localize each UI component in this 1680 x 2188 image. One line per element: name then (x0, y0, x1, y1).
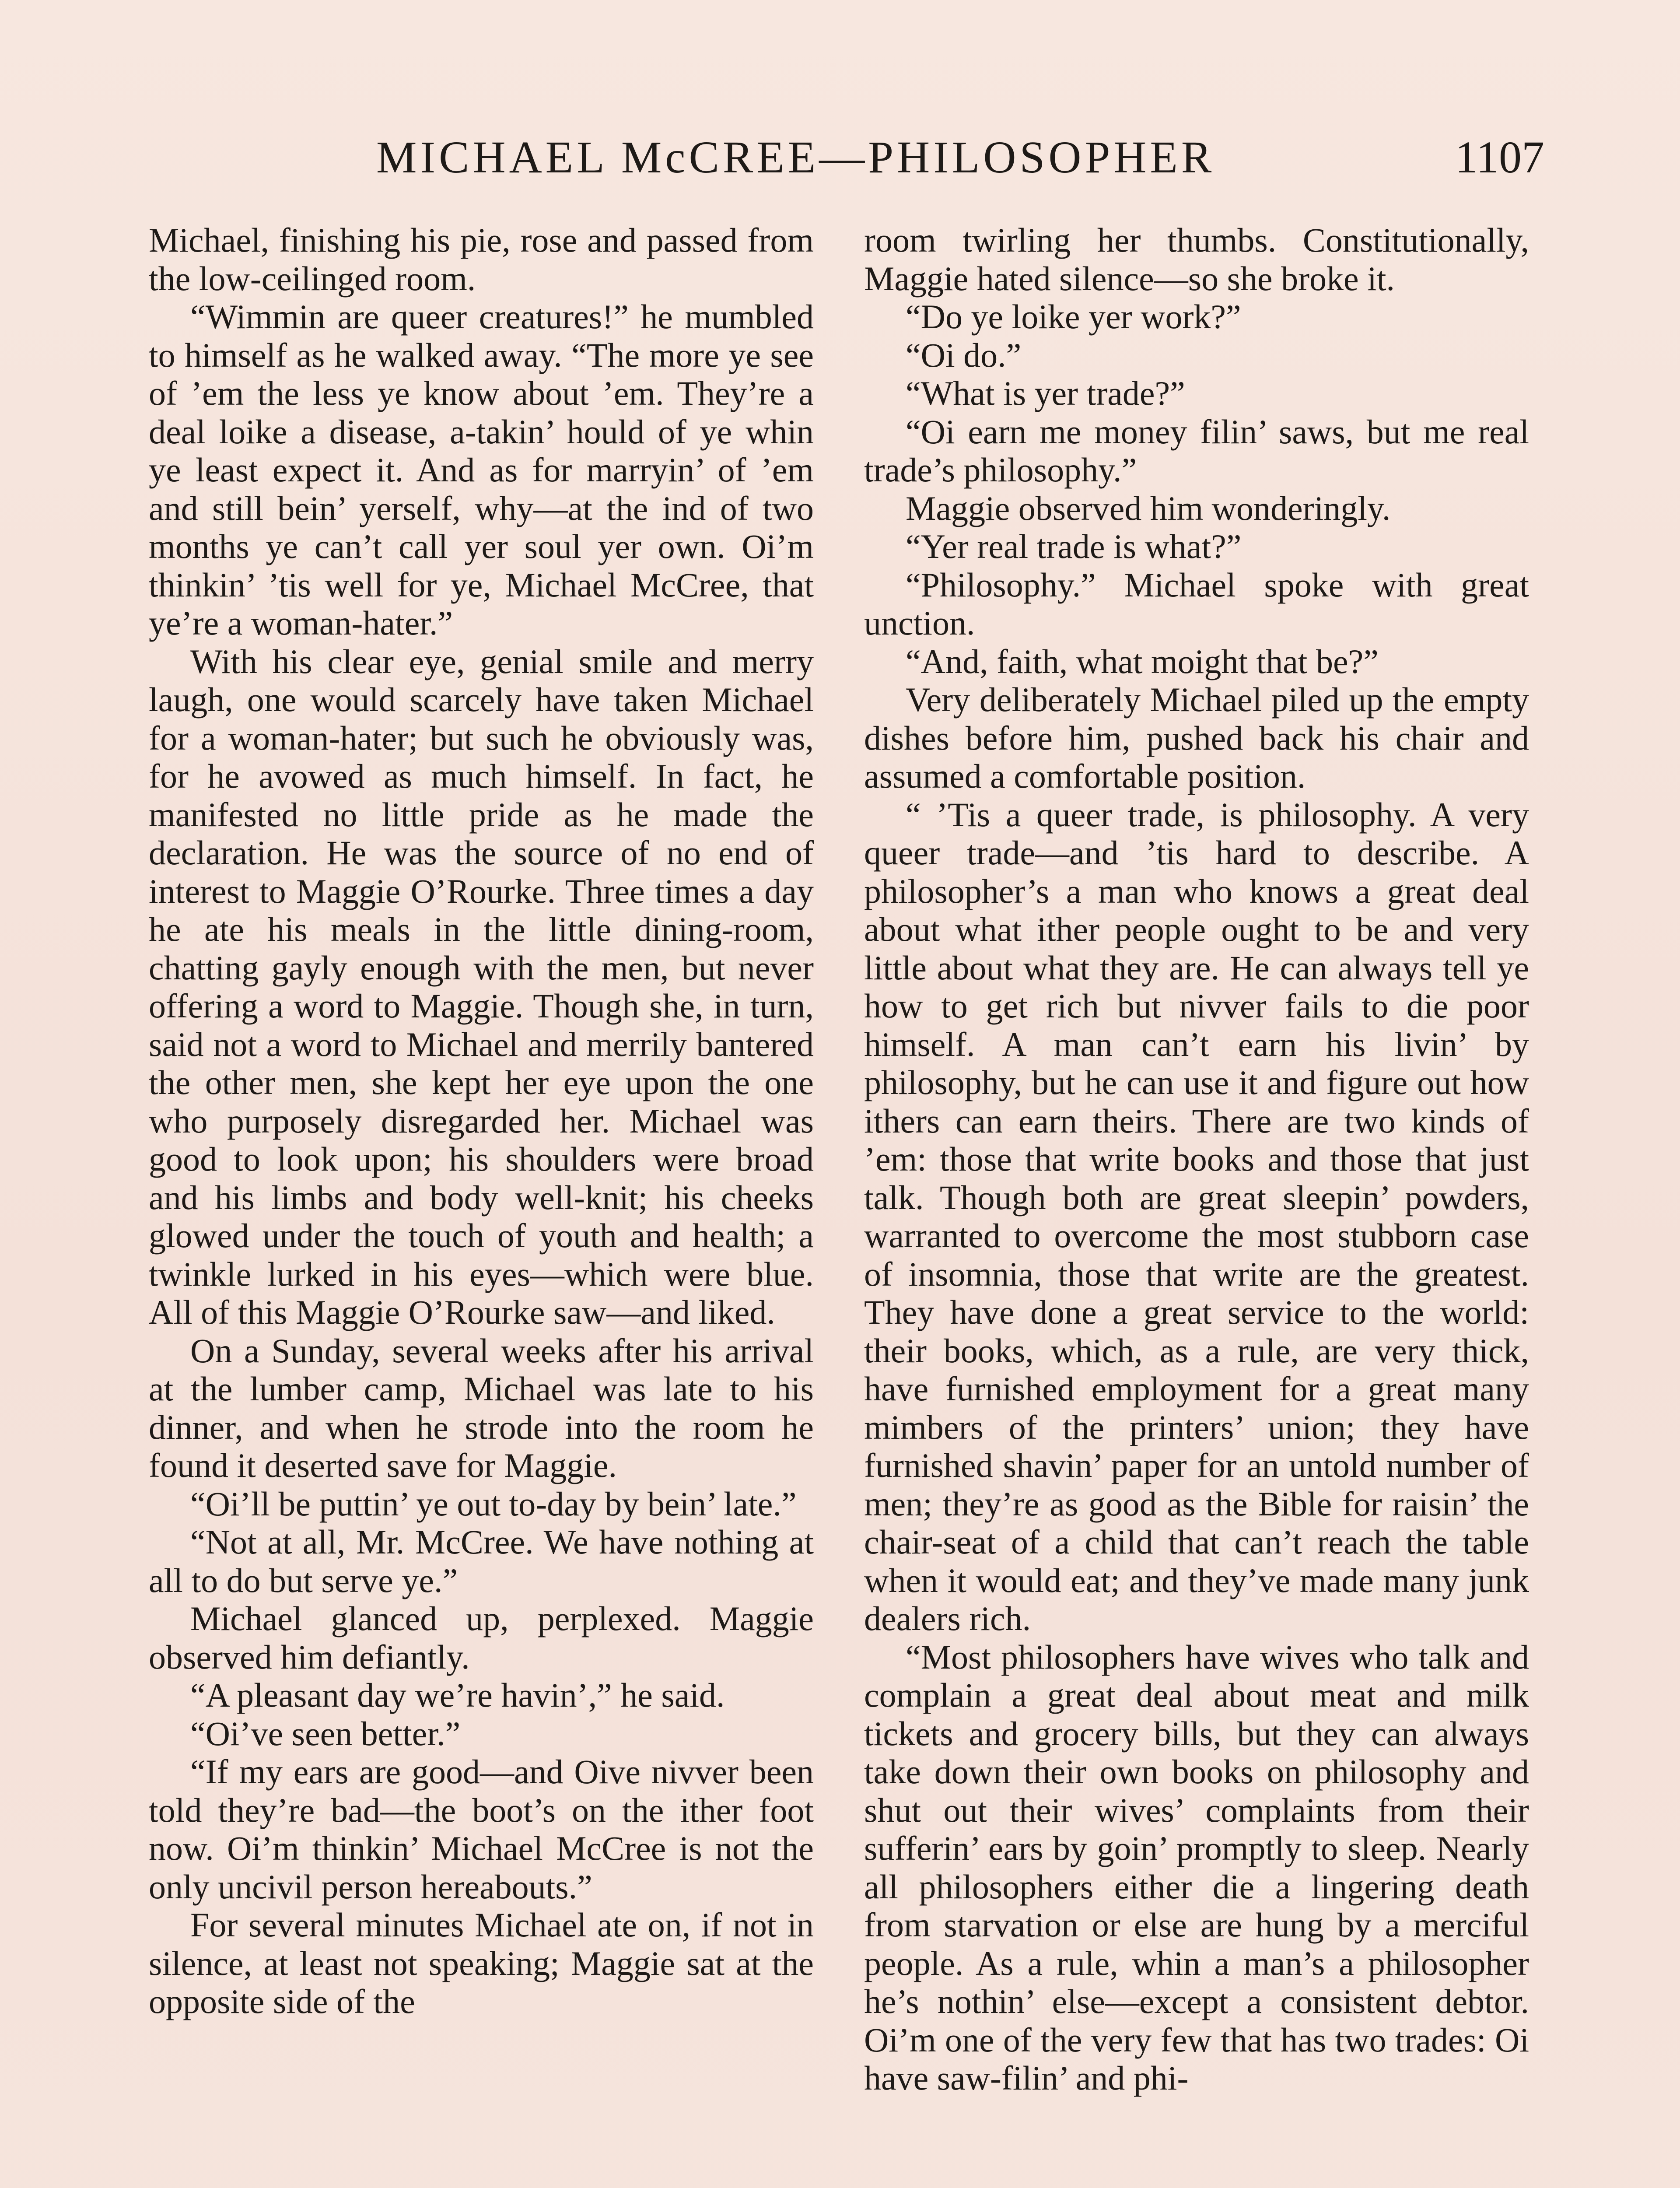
left-column (149, 221, 814, 2021)
paragraph: “If my ears are good—and Oive nivver been told they’re bad—the boot’s on the ither foot now. Oi’m thinkin’ Michael McCree is not the only uncivil person hereabouts.” (149, 1753, 814, 1906)
paragraph: “Yer real trade is what?” (906, 527, 1242, 565)
running-head (149, 127, 1544, 188)
paragraph: On a Sunday, several weeks after his arrival at the lumber camp, Michael was late to his dinner, and when he strode into the room he found it deserted save for Maggie. (149, 1331, 814, 1484)
paragraph: “What is yer trade?” (906, 374, 1185, 412)
paragraph: “Oi’ll be puttin’ ye out to-day by bein’ late.” (190, 1484, 797, 1523)
paragraph: “A pleasant day we’re havin’,” he said. (190, 1676, 725, 1714)
right-column (864, 221, 1529, 2097)
paragraph: “Oi do.” (906, 336, 1022, 374)
paragraph: With his clear eye, genial smile and merry laugh, one would scarcely have taken Michael for a woman-hater; but such he obviously was, for he avowed as much himself. In fact, he manifested no little pride as he made the declaration. He was the source of no end of interest to Maggie O’Rourke. Three times a day he ate his meals in the little dining-room, chatting gayly enough with the men, but never offering a word to Maggie. Though she, in turn, said not a word to Michael and merrily bantered the other men, she kept her eye upon the one who purposely disregarded her. Michael was good to look upon; his shoulders were broad and his limbs and body well-knit; his cheeks glowed under the touch of youth and health; a twinkle lurked in his eyes—which were blue. All of this Maggie O’Rourke saw—and liked. (149, 642, 814, 1331)
paragraph: room twirling her thumbs. Constitutionally, Maggie hated silence—so she broke it. (864, 221, 1529, 298)
paragraph: “Most philosophers have wives who talk and complain a great deal about meat and milk tickets and grocery bills, but they can always take down their own books on philosophy and shut out their wives’ complaints from their sufferin’ ears by goin’ promptly to sleep. Nearly all philosophers either die a lingering death from starvation or else are hung by a merciful people. As a rule, whin a man’s a philosopher he’s nothin’ else—except a consistent debtor. Oi’m one of the very few that has two trades: Oi have saw-filin’ and phi- (864, 1637, 1529, 2097)
paragraph: Very deliberately Michael piled up the empty dishes before him, pushed back his chair and assumed a comfortable position. (864, 680, 1529, 795)
paragraph: “And, faith, what moight that be?” (906, 642, 1379, 680)
paragraph: For several minutes Michael ate on, if not in silence, at least not speaking; Maggie sat at the opposite side of the (149, 1906, 814, 2020)
paragraph: “Do ye loike yer work?” (906, 298, 1241, 336)
paragraph: “Not at all, Mr. McCree. We have nothing at all to do but serve ye.” (149, 1523, 814, 1599)
paragraph: Michael, finishing his pie, rose and passed from the low-ceilinged room. (149, 221, 814, 298)
paragraph: “Oi earn me money filin’ saws, but me real trade’s philosophy.” (864, 412, 1529, 489)
running-title: MICHAEL McCREE—PHILOSOPHER (376, 132, 1215, 182)
page-number: 1107 (1455, 132, 1544, 182)
paragraph: “ ’Tis a queer trade, is philosophy. A very queer trade—and ’tis hard to describe. A philosopher’s a man who knows a great deal about what ither people ought to be and very little about what they are. He can always tell ye how to get rich but nivver fails to die poor himself. A man can’t earn his livin’ by philosophy, but he can use it and figure out how ithers can earn theirs. There are two kinds of ’em: those that write books and those that just talk. Though both are great sleepin’ powders, warranted to overcome the most stubborn case of insomnia, those that write are the greatest. They have done a great service to the world: their books, which, as a rule, are very thick, have furnished employment for a great many mimbers of the printers’ union; they have furnished shavin’ paper for an untold number of men; they’re as good as the Bible for raisin’ the chair-seat of a child that can’t reach the table when it would eat; and they’ve made many junk dealers rich. (864, 795, 1529, 1637)
paragraph: Michael glanced up, perplexed. Maggie observed him defiantly. (149, 1599, 814, 1676)
paragraph: “Philosophy.” Michael spoke with great unction. (864, 565, 1529, 642)
paragraph: “Wimmin are queer creatures!” he mumbled to himself as he walked away. “The more ye see of ’em the less ye know about ’em. They’re a deal loike a disease, a-takin’ hould of ye whin ye least expect it. And as for marryin’ of ’em and still bein’ yerself, why—at the ind of two months ye can’t call yer soul yer own. Oi’m thinkin’ ’tis well for ye, Michael McCree, that ye’re a woman-hater.” (149, 298, 814, 642)
paragraph: Maggie observed him wonderingly. (906, 489, 1391, 527)
paragraph: “Oi’ve seen better.” (190, 1714, 461, 1753)
